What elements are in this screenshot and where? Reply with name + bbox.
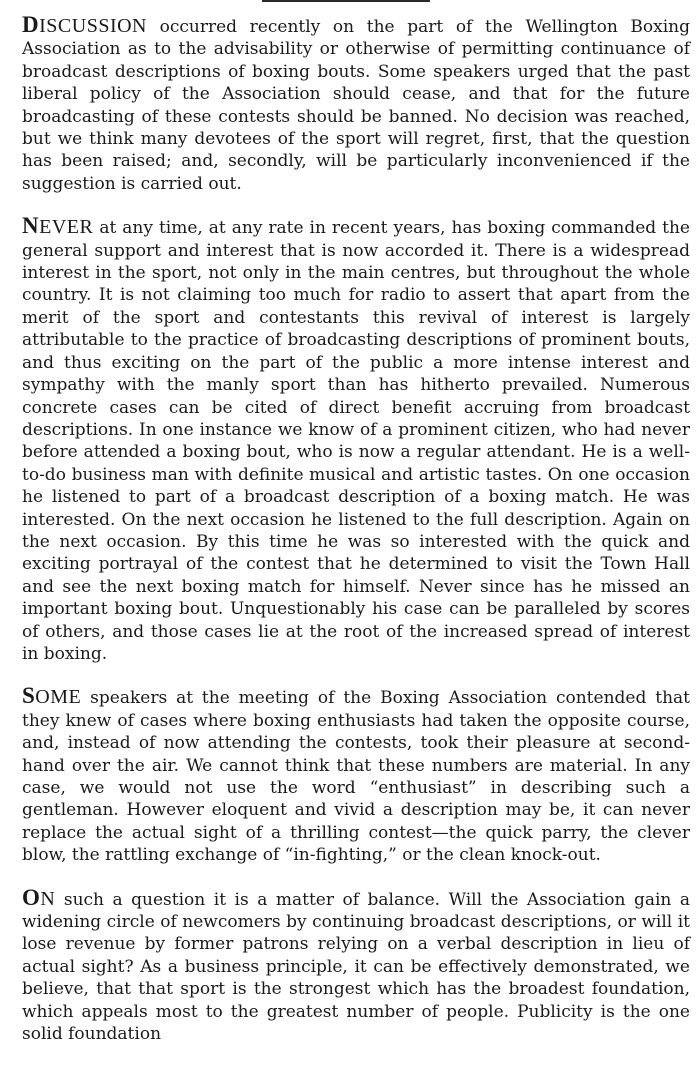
lead-word [22, 884, 56, 910]
drop-initial: O [22, 884, 41, 910]
paragraph-text: such a question it is a matter of balance. Will the Association gain a widening circle of newcomers by continuing broadcast descriptions, or will it lose revenue by former patrons relying on a verbal description in lieu of actual sight? As a business principle, it can be effectively demonstrated, we believe, that that sport is the strongest which has the broadest foundation, which appeals most to the greatest number of people. Publicity is the one solid foundation [22, 889, 690, 1045]
paragraph-2 [22, 215, 690, 665]
lead-rest: EVER [39, 216, 94, 239]
paragraph-text: at any time, at any rate in recent years, has boxing commanded the general support and interest that is now accorded it. There is a widespread interest in the sport, not only in the main centres, but throughout the whole country. It is not claiming too much for radio to assert that apart from the merit of the sport and contestants this revival of interest is largely attributable to the practice of broadcasting descriptions of prominent bouts, and thus exciting on the part of the public a more intense interest and sympathy with the manly sport than has hitherto prevailed. Numerous concrete cases can be cited of direct benefit accruing from broadcast descriptions. In one instance we know of a prominent citizen, who had never before attended a boxing bout, who is now a regular attendant. He is a well-to-do business man with definite musical and artistic tastes. On one occasion he listened to part of a broadcast description of a boxing match. He was interested. On the next occasion he listened to the full description. Again on the next occasion. By this time he was so interested with the quick and exciting portrayal of the contest that he determined to visit the Town Hall and see the next boxing match for himself. Never since has he missed an important boxing bout. Unquestionably his case can be paralleled by scores of others, and those cases lie at the root of the increased spread of interest in boxing. [22, 218, 690, 664]
drop-initial: N [22, 213, 40, 239]
drop-initial: D [22, 12, 40, 37]
lead-rest: ISCUSSION [39, 15, 147, 37]
lead-word [22, 213, 94, 239]
lead-word [22, 12, 147, 37]
article-column [22, 14, 690, 1065]
lead-word [22, 683, 82, 709]
paragraph-1 [22, 14, 690, 195]
paragraph-4 [22, 884, 690, 1046]
paragraph-3 [22, 685, 690, 866]
lead-rest: OME [35, 686, 82, 709]
paragraph-text: occurred recently on the part of the Wellington Boxing Association as to the advisability or otherwise of permitting continuance of broadcast descriptions of boxing bouts. Some speakers urged that the past liberal policy of the Association should cease, and that for the future broadcasting of these contests should be banned. No decision was reached, but we think many devotees of the sport will regret, first, that the question has been raised; and, secondly, will be particularly inconvenienced if the suggestion is carried out. [22, 17, 690, 194]
drop-initial: S [22, 683, 36, 709]
lead-rest: N [40, 887, 56, 910]
top-rule [262, 0, 430, 2]
paragraph-text: speakers at the meeting of the Boxing Association contended that they knew of cases where boxing enthusiasts had taken the opposite course, and, instead of now attending the contests, took their pleasure at second-hand over the air. We cannot think that these numbers are material. In any case, we would not use the word “enthusiast” in describing such a gentleman. However eloquent and vivid a description may be, it can never replace the actual sight of a thrilling contest—the quick parry, the clever blow, the rattling exchange of “in-fighting,” or the clean knock-out. [22, 688, 690, 866]
